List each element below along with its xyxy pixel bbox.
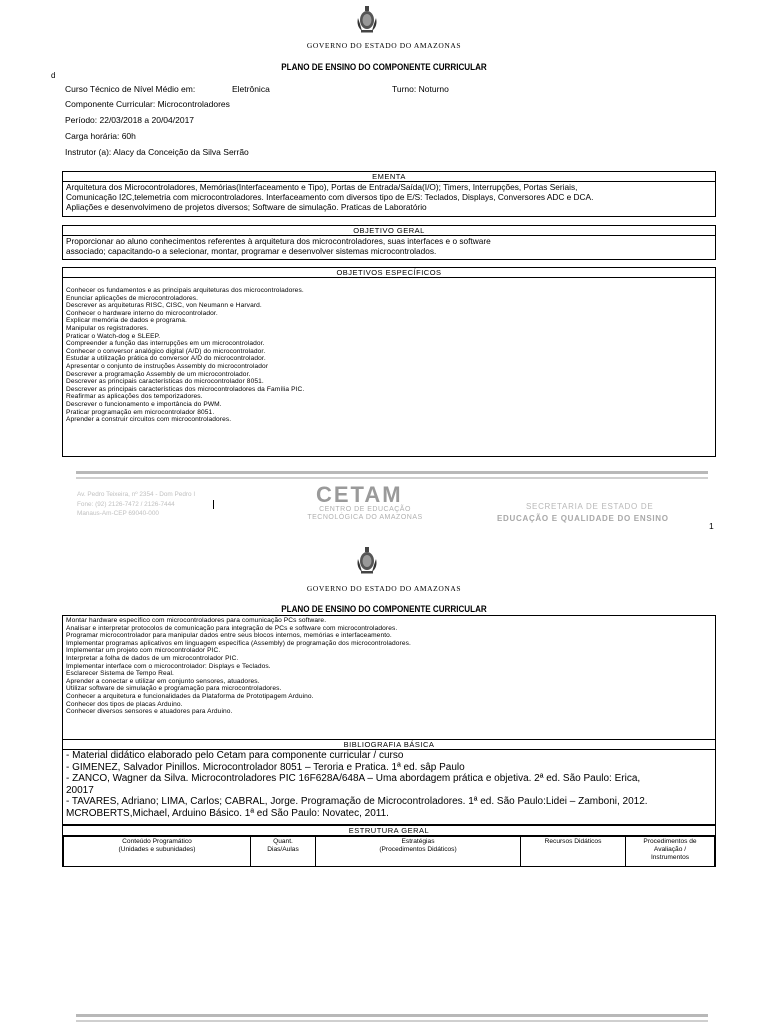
- list-item: Conhecer os fundamentos e as principais arquiteturas dos microcontroladores.: [66, 287, 304, 294]
- list-item: Enunciar aplicações de microcontroladores.: [66, 294, 199, 302]
- instructor: Instrutor (a): Alacy da Conceição da Silva Serrão: [65, 147, 249, 157]
- address-line: Av. Pedro Teixeira, nº 2354 - Dom Pedro I: [77, 491, 196, 498]
- column-header-line: (Procedimentos Didáticos): [379, 845, 457, 853]
- text-cursor: [213, 500, 214, 509]
- estrutura-geral-section: [62, 825, 716, 867]
- reference-line: - GIMENEZ, Salvador Pinillos. Microcontrolador 8051 – Teroria e Pratica. 1ª ed. sâp Paulo: [66, 761, 465, 773]
- cetam-subtitle: [290, 506, 440, 522]
- list-item: Praticar programação em microcontrolador 8051.: [66, 408, 215, 416]
- list-item: Praticar o Watch-dog e SLEEP.: [66, 332, 161, 340]
- list-item: Conhecer dos tipos de placas Arduino.: [66, 700, 183, 708]
- reference-line: - TAVARES, Adriano; LIMA, Carlos; CABRAL, Jorge. Programação de Microcontroladores. 1ª ed. São Paulo:Lidei – Zamboni, 2012.: [66, 796, 648, 808]
- column-header-line: Estratégias: [401, 838, 435, 845]
- list-item: Implementar interface com o microcontrolador: Displays e Teclados.: [66, 662, 271, 670]
- objetivos-especificos-section: [62, 267, 716, 457]
- list-item: Descrever as arquiteturas RISC, CISC, von Neumann e Harvard.: [66, 302, 262, 310]
- secretaria-line-2: EDUCAÇÃO E QUALIDADE DO ENSINO: [497, 514, 669, 523]
- reference-line: - ZANCO, Wagner da Silva. Microcontroladores PIC 16F628A/648A – Uma abordagem prática e objetiva. 2ª ed. São Paulo: Erica,: [66, 773, 641, 785]
- list-item: Conhecer o hardware interno do microcontrolador.: [66, 309, 218, 317]
- list-item: Apresentar o conjunto de instruções Assembly do microcontrolador: [66, 362, 269, 370]
- reference-line: - Material didático elaborado pelo Cetam para componente curricular / curso: [66, 750, 404, 761]
- list-item: Interpretar a folha de dados de um microcontrolador PIC.: [66, 654, 239, 662]
- list-item: Descrever o funcionamento e importância do PWM.: [66, 400, 222, 408]
- list-item: Descrever as principais características dos microcontroladores da Família PIC.: [66, 385, 305, 393]
- column-header: [521, 837, 626, 867]
- component: Componente Curricular: Microcontroladores: [65, 99, 230, 109]
- list-item: Explicar memória de dados e programa.: [66, 317, 187, 325]
- footer-rule: [76, 1020, 708, 1022]
- estrutura-geral-header: ESTRUTURA GERAL: [63, 826, 715, 836]
- list-item: Analisar e interpretar protocolos de comunicação para integração de PCs e software com microcontroladores.: [66, 624, 398, 632]
- footer-rule: [76, 471, 708, 474]
- objetivo-line: associado; capacitando-o a selecionar, montar, programar e desenvolver sistemas microcontrolados.: [66, 246, 437, 256]
- page-number: 1: [709, 521, 714, 531]
- objetivo-geral-section: [62, 225, 716, 260]
- document-title: PLANO DE ENSINO DO COMPONENTE CURRICULAR: [281, 62, 487, 73]
- ementa-header: EMENTA: [63, 172, 715, 182]
- column-header: [316, 837, 521, 867]
- bibliografia-section: [62, 739, 716, 825]
- reference-line: MCROBERTS,Michael, Arduino Básico. 1ª ed São Paulo: Novatec, 2011.: [66, 807, 389, 819]
- list-item: Programar microcontrolador para manipular dados entre seus blocos internos, memórias e interfaceamento.: [66, 632, 392, 640]
- column-header-line: Instrumentos: [650, 853, 690, 861]
- address-line: Manaus-Am-CEP 69040-000: [77, 510, 159, 517]
- government-header: GOVERNO DO ESTADO DO AMAZONAS: [306, 584, 462, 593]
- objetivo-geral-header: OBJETIVO GERAL: [63, 226, 715, 236]
- column-header: [626, 837, 715, 867]
- course-label: Curso Técnico de Nível Médio em:: [65, 84, 196, 94]
- ementa-section: [62, 171, 716, 217]
- cetam-sub-line: TECNOLÓGICA DO AMAZONAS: [307, 514, 423, 521]
- list-item: Aprender a conectar e utilizar em conjunto sensores, atuadores.: [66, 677, 260, 685]
- column-header-line: Conteúdo Programático: [122, 838, 192, 845]
- cetam-logo: CETAM: [316, 482, 403, 507]
- list-item: Implementar um projeto com microcontrolador PIC.: [66, 647, 221, 655]
- ementa-line: Arquitetura dos Microcontroladores, Memórias(Interfaceamento e Tipo), Portas de Entrada/Saída(I/O); Timers, Interrupções, Portas Seriais,: [66, 182, 578, 192]
- list-item: Manipular os registradores.: [66, 324, 149, 332]
- list-item: Aprender a construir circuitos com microcontroladores.: [66, 416, 232, 424]
- list-item: Estudar a utilização prática do conversor A/D do microcontrolador.: [66, 355, 266, 363]
- list-item: Conhecer a arquitetura e funcionalidades da Plataforma de Prototipagem Arduino.: [66, 692, 314, 700]
- table-header-row: [64, 837, 715, 867]
- ementa-line: Apliações e desenvolvimeno de projetos diversos; Software de simulação. Praticas de Laboratório: [66, 202, 427, 212]
- list-item: Descrever as principais características do microcontrolador 8051.: [66, 378, 264, 386]
- estrutura-table: [63, 836, 715, 867]
- footer-rule: [76, 1014, 708, 1017]
- amazonas-emblem-icon: [356, 4, 378, 34]
- list-item: Implementar programas aplicativos em linguagem específica (Assembly) de programação dos microcontroladores.: [66, 639, 411, 647]
- list-item: Reafirmar as aplicações dos temporizadores.: [66, 393, 203, 401]
- list-item: Montar hardware específico com microcontroladores para comunicação PCs software.: [66, 617, 327, 624]
- amazonas-emblem-icon: [356, 545, 378, 575]
- column-header: [64, 837, 251, 867]
- list-item: Descrever a programação Assembly de um microcontrolador.: [66, 370, 251, 378]
- objetivos-especificos-continued: [62, 615, 716, 740]
- period: Período: 22/03/2018 a 20/04/2017: [65, 115, 195, 125]
- column-header-line: Recursos Didáticos: [544, 838, 602, 845]
- bibliografia-header: BIBLIOGRAFIA BÁSICA: [63, 740, 715, 750]
- shift: Turno: Noturno: [392, 84, 449, 94]
- workload: Carga horária: 60h: [65, 131, 136, 141]
- secretaria-line: SECRETARIA DE ESTADO DE: [526, 502, 654, 511]
- column-header-line: Procedimentos de: [643, 838, 697, 845]
- list-item: Conhecer diversos sensores e atuadores para Arduino.: [66, 708, 233, 716]
- list-item: Compreender a função das interrupções em um microcontrolador.: [66, 340, 265, 348]
- stray-mark: d: [51, 71, 56, 80]
- column-header-line: Quant.: [273, 838, 293, 845]
- list-item: Utilizar software de simulação e programação para microcontroladores.: [66, 685, 282, 693]
- column-header: [251, 837, 316, 867]
- cetam-sub-line: CENTRO DE EDUCAÇÃO: [319, 506, 411, 513]
- footer-address: [77, 490, 195, 519]
- course-value: Eletrônica: [232, 84, 270, 94]
- list-item: Conhecer o conversor analógico digital (A/D) do microcontrolador.: [66, 347, 266, 355]
- address-line: Fone: (92) 2126-7472 / 2126-7444: [77, 500, 175, 508]
- column-header-line: Dias/Aulas: [267, 845, 299, 853]
- ementa-line: Comunicação I2C,telemetria com microcontroladores. Interfaceamento com diversos tipo de E/S: Teclados, Displays, Conversores ADC e DCA.: [66, 192, 594, 202]
- objetivo-line: Proporcionar ao aluno conhecimentos referentes à arquitetura dos microcontroladores, suas interfaces e o software: [66, 236, 491, 246]
- footer-rule: [76, 477, 708, 479]
- column-header-line: Avaliação /: [653, 845, 687, 853]
- document-title: PLANO DE ENSINO DO COMPONENTE CURRICULAR: [281, 604, 487, 615]
- government-header: GOVERNO DO ESTADO DO AMAZONAS: [306, 41, 462, 50]
- column-header-line: (Unidades e subunidades): [118, 845, 196, 853]
- objetivos-especificos-header: OBJETIVOS ESPECÍFICOS: [63, 268, 715, 278]
- reference-line: 20017: [66, 784, 94, 796]
- list-item: Esclarecer Sistema de Tempo Real.: [66, 670, 174, 678]
